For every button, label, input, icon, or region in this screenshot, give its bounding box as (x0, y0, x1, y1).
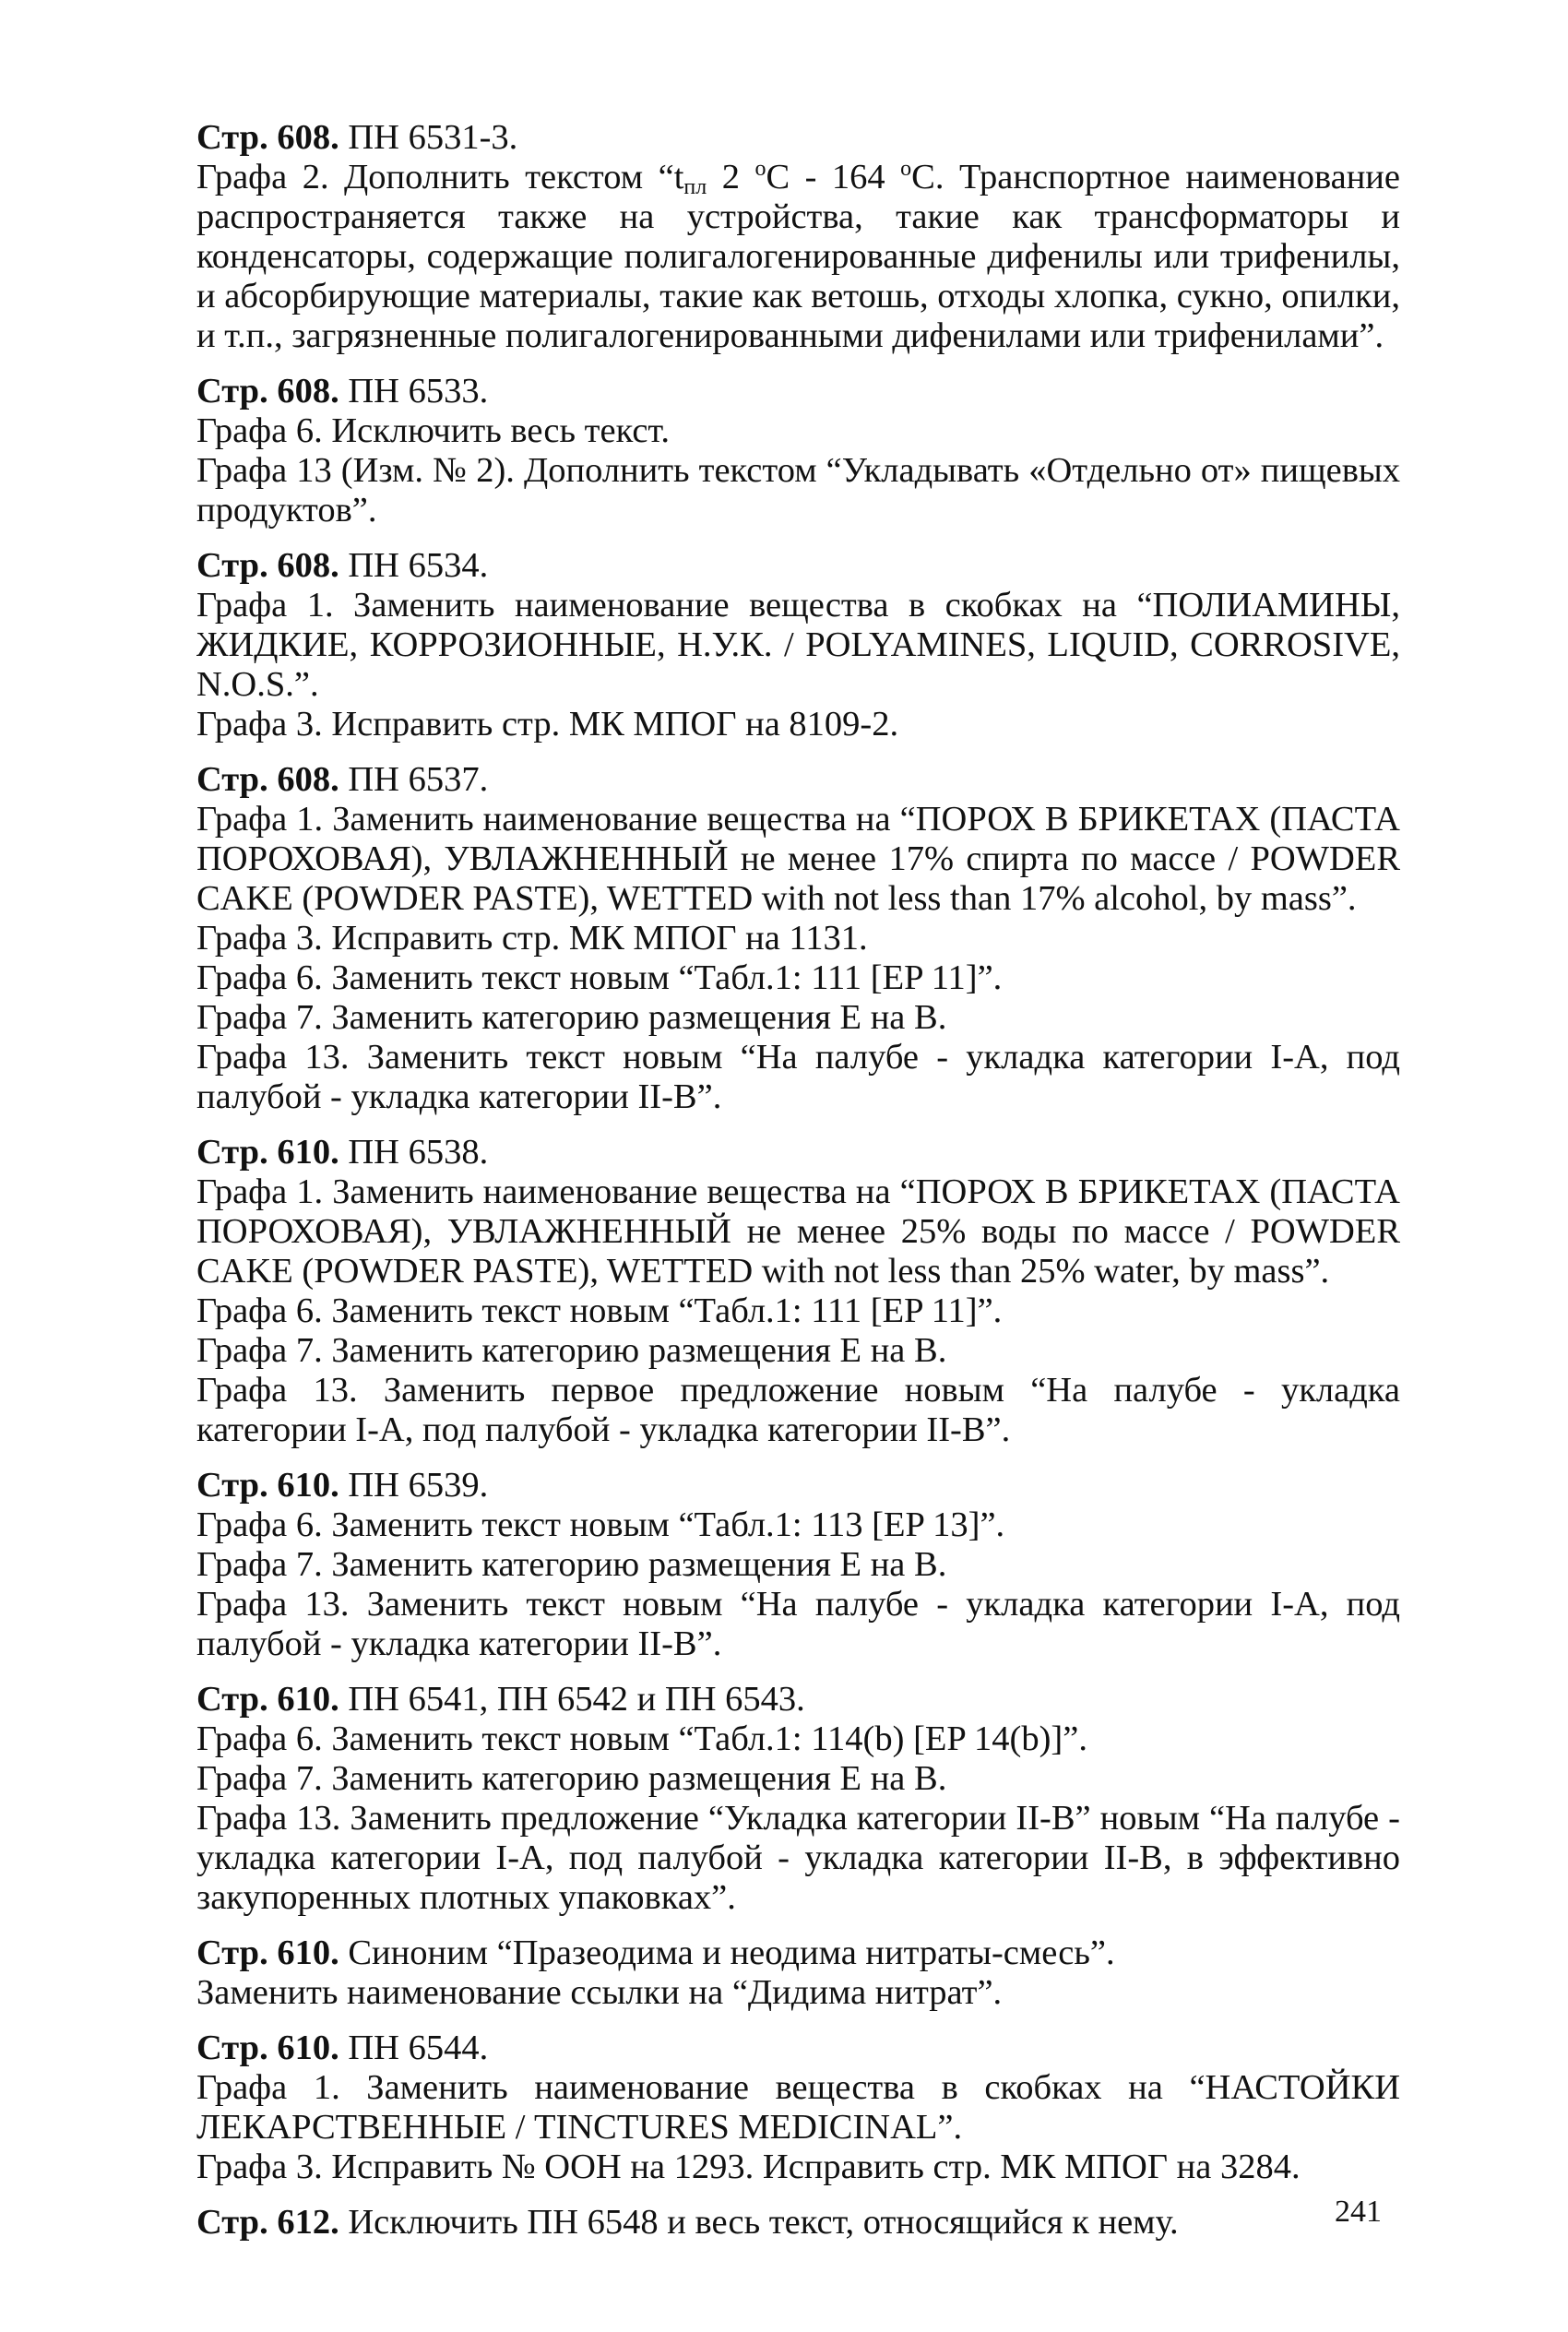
entry-page-612 (196, 2203, 1400, 2243)
degree-sign: o (754, 157, 766, 181)
document-body (196, 118, 1400, 2258)
entry-line: Графа 7. Заменить категорию размещения Е на В. (196, 998, 947, 1037)
entry-title: ПН 6538. (339, 1133, 489, 1172)
entry-heading (196, 1466, 1400, 1505)
page-number: 241 (1335, 2195, 1382, 2229)
entry-pn-6533 (196, 372, 1400, 530)
text-run: С. Транспортное наименование распространяется также на устройства, такие как трансформаторы и конденсаторы, содержащие полигалогенированные дифенилы или трифенилы, и абсорбирующие материалы, такие как ветошь, отходы хлопка, сукно, опилки, и т.п., загрязненные полигалогенированными дифенилами или трифенилами”. (196, 158, 1400, 355)
entry-heading (196, 1933, 1400, 1973)
entry-line: Графа 6. Заменить текст новым “Табл.1: 111 [EP 11]”. (196, 1291, 1003, 1330)
text-run: Графа 2. Дополнить текстом “t (196, 158, 684, 196)
entry-title: ПН 6534. (339, 546, 489, 585)
page-ref: Стр. 612. (196, 2203, 339, 2242)
degree-sign: o (900, 157, 912, 181)
entry-title: ПН 6544. (339, 2029, 489, 2067)
entry-line: Заменить наименование ссылки на “Дидима нитрат”. (196, 1973, 1003, 2012)
entry-title: ПН 6541, ПН 6542 и ПН 6543. (339, 1680, 805, 1719)
entry-pn-6539 (196, 1466, 1400, 1664)
entry-heading (196, 372, 1400, 411)
entry-line: Графа 6. Заменить текст новым “Табл.1: 114(b) [EP 14(b)]”. (196, 1719, 1087, 1758)
entry-title: ПН 6539. (339, 1466, 489, 1505)
entry-heading (196, 760, 1400, 800)
entry-line (196, 158, 1400, 356)
entry-heading (196, 1133, 1400, 1172)
entry-line: Графа 3. Исправить стр. МК МПОГ на 8109-2. (196, 705, 899, 744)
entry-line: Графа 13. Заменить текст новым “На палубе - укладка категории I-A, под палубой - укладка категории II-В”. (196, 1585, 1400, 1663)
entry-line: Графа 6. Заменить текст новым “Табл.1: 111 [EP 11]”. (196, 958, 1003, 997)
entry-pn-6538 (196, 1133, 1400, 1450)
entry-line: Графа 1. Заменить наименование вещества в скобках на “НАСТОЙКИ ЛЕКАРСТВЕННЫЕ / TINCTURES MEDICINAL”. (196, 2068, 1400, 2147)
page-ref: Стр. 610. (196, 1133, 339, 1172)
entry-heading (196, 1680, 1400, 1719)
entry-pn-6544 (196, 2029, 1400, 2187)
entry-title: Исключить ПН 6548 и весь текст, относящийся к нему. (339, 2203, 1179, 2242)
entry-line: Графа 13. Заменить предложение “Укладка категории II-В” новым “На палубе - укладка категории I-A, под палубой - укладка категории II-В, в эффективно закупоренных плотных упаковках”. (196, 1799, 1400, 1917)
entry-pn-6541-6542-6543 (196, 1680, 1400, 1918)
entry-line: Графа 13. Заменить первое предложение новым “На палубе - укладка категории I-A, под палубой - укладка категории II-В”. (196, 1371, 1400, 1449)
entry-pn-6534 (196, 546, 1400, 744)
entry-title: ПН 6533. (339, 372, 489, 410)
entry-heading (196, 2029, 1400, 2068)
page-ref: Стр. 608. (196, 546, 339, 585)
text-run: 2 (707, 158, 755, 196)
entry-synonym (196, 1933, 1400, 2013)
entry-line: Графа 1. Заменить наименование вещества на “ПОРОХ В БРИКЕТАХ (ПАСТА ПОРОХОВАЯ), УВЛАЖНЕННЫЙ не менее 25% воды по массе / POWDER CAKE (POWDER PASTE), WETTED with not less than 25% water, by mass”. (196, 1172, 1400, 1291)
entry-line: Графа 1. Заменить наименование вещества на “ПОРОХ В БРИКЕТАХ (ПАСТА ПОРОХОВАЯ), УВЛАЖНЕННЫЙ не менее 17% спирта по массе / POWDER CAKE (POWDER PASTE), WETTED with not less than 17% alcohol, by mass”. (196, 800, 1400, 918)
entry-line: Графа 1. Заменить наименование вещества в скобках на “ПОЛИАМИНЫ, ЖИДКИЕ, КОРРОЗИОННЫЕ, Н.У.К. / POLYAMINES, LIQUID, CORROSIVE, N.O.S.”. (196, 586, 1400, 704)
page-ref: Стр. 608. (196, 118, 339, 157)
text-run: С - 164 (766, 158, 901, 196)
entry-line: Графа 6. Заменить текст новым “Табл.1: 113 [EP 13]”. (196, 1505, 1005, 1544)
entry-pn-6531-3 (196, 118, 1400, 356)
entry-heading (196, 118, 1400, 158)
entry-line: Графа 13. Заменить текст новым “На палубе - укладка категории I-A, под палубой - укладка категории II-В”. (196, 1038, 1400, 1116)
page-ref: Стр. 610. (196, 1466, 339, 1505)
entry-line: Графа 7. Заменить категорию размещения Е на В. (196, 1759, 947, 1798)
entry-line: Графа 6. Исключить весь текст. (196, 411, 670, 450)
entry-title: Синоним “Празеодима и неодима нитраты-смесь”. (339, 1933, 1115, 1972)
entry-heading (196, 2203, 1400, 2243)
entry-heading (196, 546, 1400, 586)
entry-line: Графа 7. Заменить категорию размещения Е на В. (196, 1545, 947, 1584)
entry-line: Графа 3. Исправить стр. МК МПОГ на 1131. (196, 919, 868, 958)
page-ref: Стр. 610. (196, 2029, 339, 2067)
entry-title: ПН 6531-3. (339, 118, 518, 157)
entry-line: Графа 13 (Изм. № 2). Дополнить текстом “Укладывать «Отдельно от» пищевых продуктов”. (196, 451, 1400, 529)
page-ref: Стр. 610. (196, 1933, 339, 1972)
entry-line: Графа 7. Заменить категорию размещения Е на В. (196, 1331, 947, 1370)
entry-title: ПН 6537. (339, 760, 489, 799)
entry-pn-6537 (196, 760, 1400, 1117)
page-ref: Стр. 608. (196, 760, 339, 799)
page-ref: Стр. 610. (196, 1680, 339, 1719)
page-ref: Стр. 608. (196, 372, 339, 410)
subscript: пл (683, 175, 707, 199)
entry-line: Графа 3. Исправить № ООН на 1293. Исправить стр. МК МПОГ на 3284. (196, 2148, 1301, 2186)
